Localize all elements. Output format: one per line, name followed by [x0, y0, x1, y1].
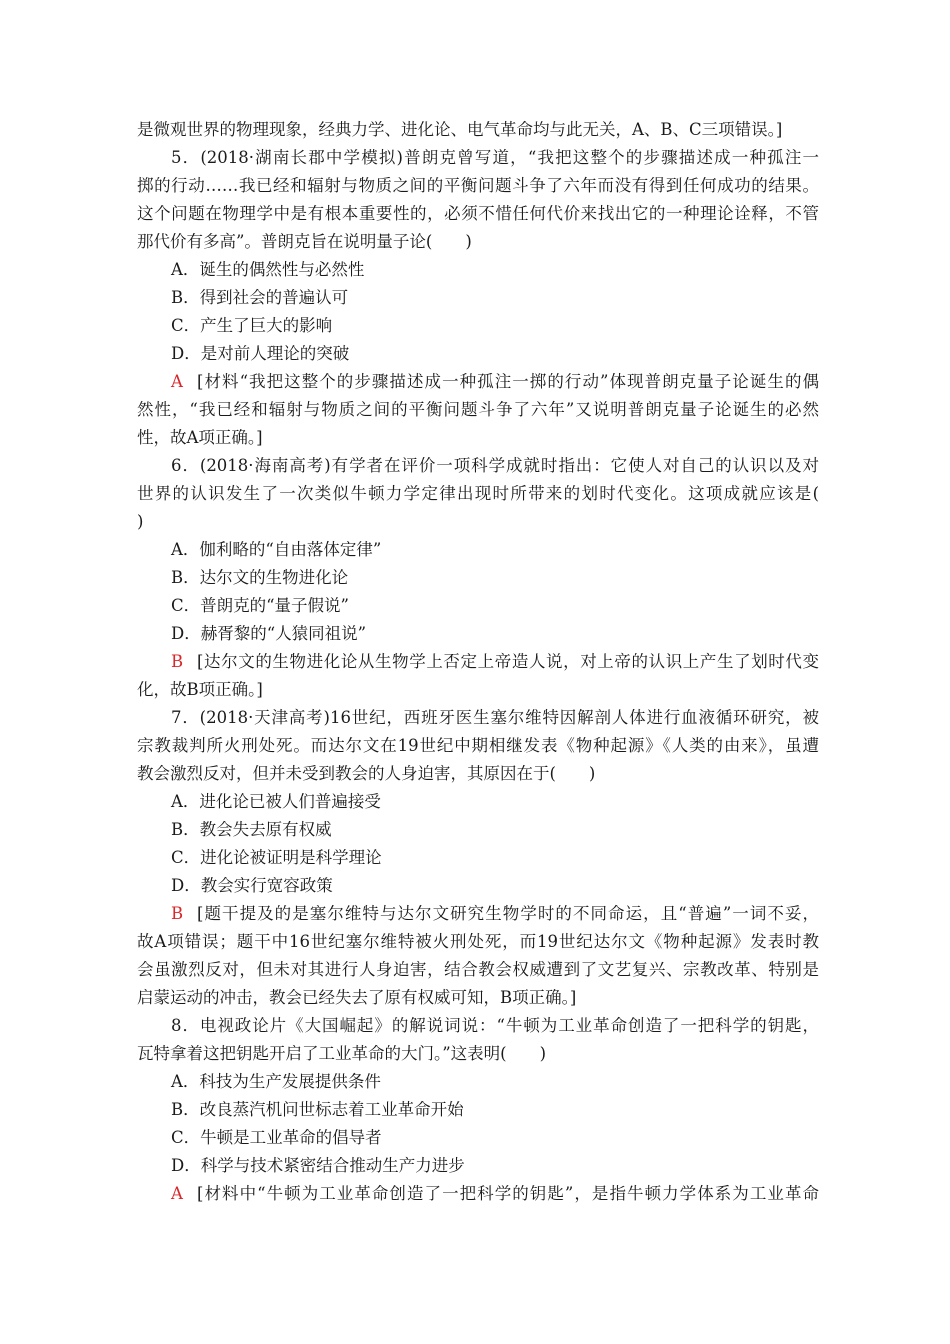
analysis-line: 性，故A项正确。] — [137, 428, 263, 447]
analysis-line: 化，故B项正确。] — [137, 680, 263, 699]
question-stem-line: 5．(2018·湖南长郡中学模拟)普朗克曾写道，“我把这整个的步骤描述成一种孤注一 — [171, 148, 819, 167]
option-b: B．教会失去原有权威 — [171, 820, 332, 839]
option-d: D．科学与技术紧密结合推动生产力进步 — [171, 1156, 465, 1175]
previous-analysis-tail: 是微观世界的物理现象，经典力学、进化论、电气革命均与此无关，A、B、C三项错误。] — [137, 120, 783, 139]
answer-letter: B — [171, 652, 184, 671]
option-b: B．改良蒸汽机问世标志着工业革命开始 — [171, 1100, 464, 1119]
question-stem-line: 教会激烈反对，但并未受到教会的人身迫害，其原因在于( ) — [137, 764, 596, 783]
document-page — [137, 116, 819, 1208]
option-c: C．牛顿是工业革命的倡导者 — [171, 1128, 382, 1147]
option-d: D．赫胥黎的“人猿同祖说” — [171, 624, 367, 643]
question-7 — [137, 704, 819, 1012]
question-stem-line: 世界的认识发生了一次类似牛顿力学定律出现时所带来的划时代变化。这项成就应该是( — [137, 484, 819, 503]
question-stem-line: 6．(2018·海南高考)有学者在评价一项科学成就时指出：它使人对自己的认识以及对 — [171, 456, 819, 475]
question-stem-line: 8．电视政论片《大国崛起》的解说词说：“牛顿为工业革命创造了一把科学的钥匙， — [171, 1016, 819, 1035]
analysis-line: 会虽激烈反对，但未对其进行人身迫害，结合教会权威遭到了文艺复兴、宗教改革、特别是 — [137, 960, 819, 979]
question-stem-line: 宗教裁判所火刑处死。而达尔文在19世纪中期相继发表《物种起源》《人类的由来》，虽遭 — [137, 736, 819, 755]
option-b: B．达尔文的生物进化论 — [171, 568, 349, 587]
question-stem-line: ) — [137, 512, 144, 531]
answer-letter: B — [171, 904, 184, 923]
question-8 — [137, 1012, 819, 1208]
option-a: A．诞生的偶然性与必然性 — [171, 260, 365, 279]
analysis-text: [题干提及的是塞尔维特与达尔文研究生物学时的不同命运，且“普遍”一词不妥， — [197, 904, 819, 923]
analysis-line — [137, 368, 819, 396]
analysis-text: [达尔文的生物进化论从生物学上否定上帝造人说，对上帝的认识上产生了划时代变 — [197, 652, 819, 671]
question-stem-line: 那代价有多高”。普朗克旨在说明量子论( ) — [137, 232, 472, 251]
analysis-line — [137, 1180, 819, 1208]
option-b: B．得到社会的普遍认可 — [171, 288, 349, 307]
question-stem-line: 掷的行动……我已经和辐射与物质之间的平衡问题斗争了六年而没有得到任何成功的结果。 — [137, 176, 819, 195]
question-stem-line: 这个问题在物理学中是有根本重要性的，必须不惜任何代价来找出它的一种理论诠释，不管 — [137, 204, 819, 223]
analysis-line: 然性，“我已经和辐射与物质之间的平衡问题斗争了六年”又说明普朗克量子论诞生的必然 — [137, 400, 819, 419]
option-a: A．进化论已被人们普遍接受 — [171, 792, 381, 811]
question-5 — [137, 144, 819, 452]
analysis-line — [137, 900, 819, 928]
question-stem-line: 7．(2018·天津高考)16世纪，西班牙医生塞尔维特因解剖人体进行血液循环研究，被 — [171, 708, 819, 727]
analysis-line: 故A项错误；题干中16世纪塞尔维特被火刑处死，而19世纪达尔文《物种起源》发表时教 — [137, 932, 819, 951]
question-stem-line: 瓦特拿着这把钥匙开启了工业革命的大门。”这表明( ) — [137, 1044, 547, 1063]
answer-letter: A — [171, 372, 183, 391]
analysis-text: [材料中“牛顿为工业革命创造了一把科学的钥匙”，是指牛顿力学体系为工业革命 — [197, 1184, 819, 1203]
answer-letter: A — [171, 1184, 183, 1203]
option-d: D．是对前人理论的突破 — [171, 344, 350, 363]
analysis-line: 启蒙运动的冲击，教会已经失去了原有权威可知，B项正确。] — [137, 988, 577, 1007]
option-a: A．伽利略的“自由落体定律” — [171, 540, 382, 559]
option-c: C．进化论被证明是科学理论 — [171, 848, 382, 867]
option-a: A．科技为生产发展提供条件 — [171, 1072, 381, 1091]
analysis-line — [137, 648, 819, 676]
question-6 — [137, 452, 819, 704]
option-c: C．产生了巨大的影响 — [171, 316, 333, 335]
option-d: D．教会实行宽容政策 — [171, 876, 333, 895]
option-c: C．普朗克的“量子假说” — [171, 596, 349, 615]
analysis-text: [材料“我把这整个的步骤描述成一种孤注一掷的行动”体现普朗克量子论诞生的偶 — [197, 372, 819, 391]
